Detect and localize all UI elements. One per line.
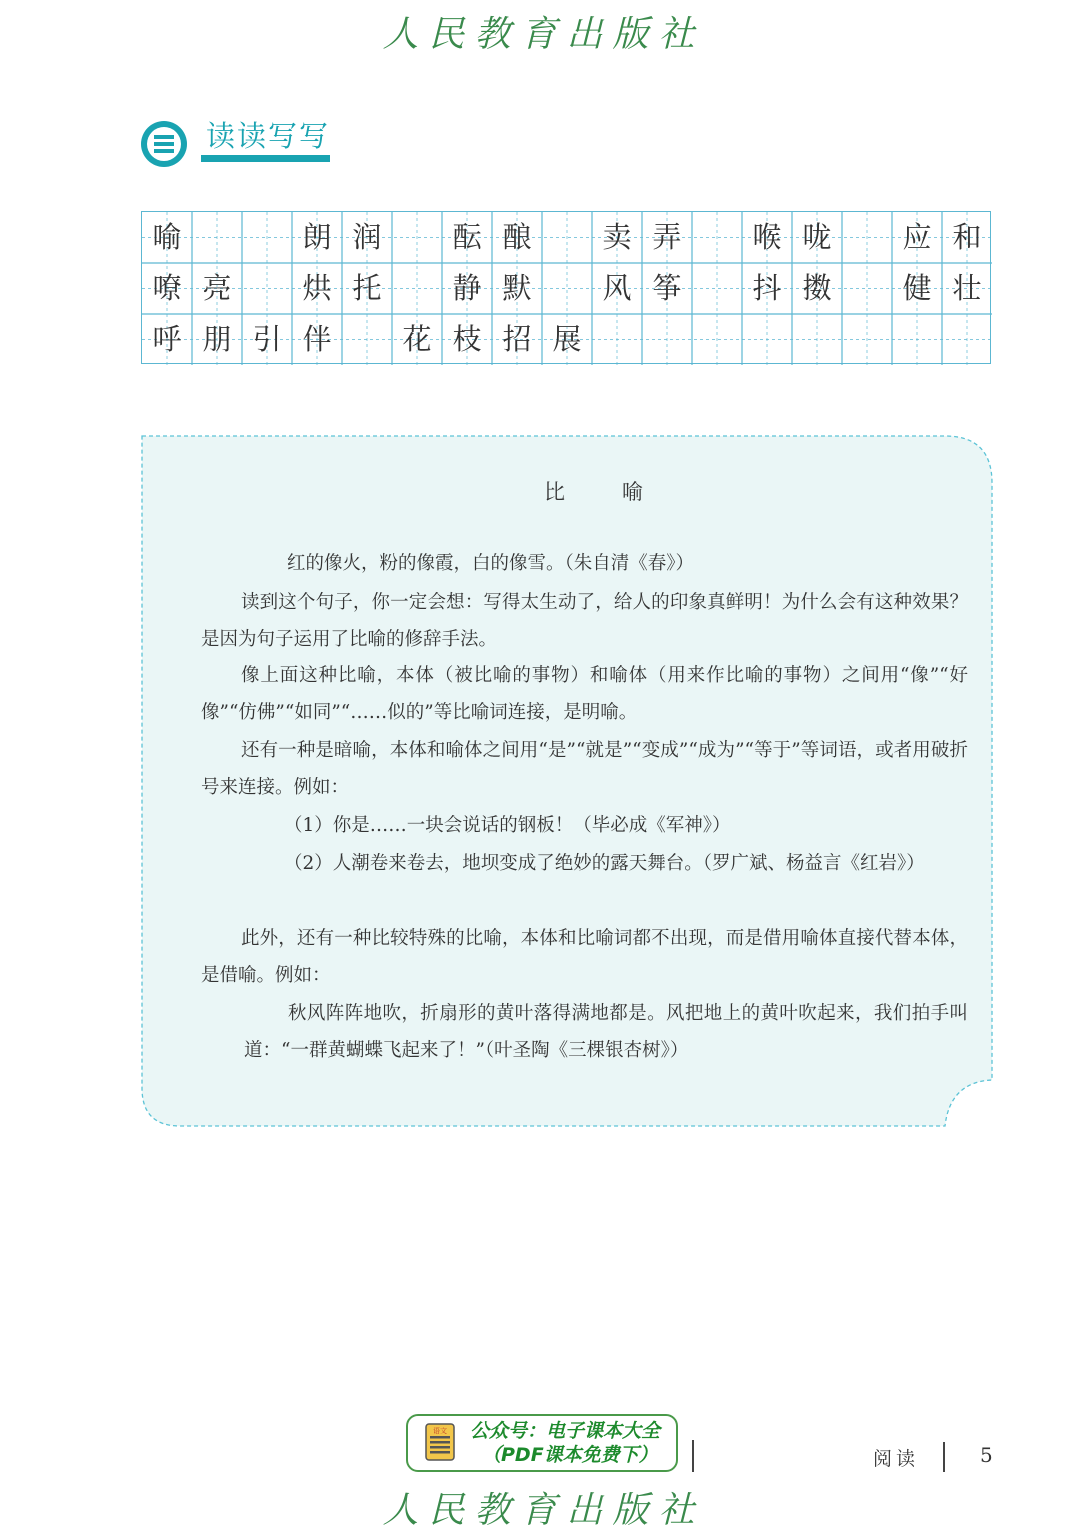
publisher-logo-top: 人民教育出版社 [382, 14, 705, 55]
explanation-paragraph: 读到这个句子，你一定会想：写得太生动了，给人的印象真鲜明！为什么会有这种效果？是因为句子运用了比喻的修辞手法。 [201, 592, 968, 650]
grid-character: 伴 [302, 322, 332, 356]
grid-character: 呼 [152, 322, 182, 356]
example-sentence: 红的像火，粉的像霞，白的像雪。（朱自清《春》） [287, 553, 695, 574]
grid-character: 朗 [302, 220, 332, 254]
wechat-account-badge [406, 1414, 678, 1472]
footer-section-label: 阅读 [873, 1448, 920, 1470]
grid-character: 应 [902, 220, 932, 254]
badge-divider [692, 1440, 694, 1472]
grid-character: 壮 [952, 271, 982, 305]
grid-character: 展 [552, 322, 582, 356]
grid-character: 咙 [802, 220, 832, 254]
badge-line-2: （PDF课本免费下） [482, 1444, 658, 1466]
grid-character: 酿 [502, 220, 532, 254]
grid-character: 引 [252, 322, 282, 356]
grid-character: 静 [452, 271, 482, 305]
publisher-logo-bottom: 人民教育出版社 [382, 1490, 705, 1531]
page-number: 5 [980, 1443, 993, 1467]
grid-character: 嘹 [152, 271, 182, 305]
badge-icon-label: 语文 [433, 1427, 447, 1435]
grid-character: 亮 [202, 271, 232, 305]
grid-character: 朋 [202, 322, 232, 356]
section-title: 读读写写 [206, 119, 331, 153]
grid-character: 卖 [602, 220, 632, 254]
grid-character: 擞 [802, 271, 832, 305]
grid-character: 风 [602, 271, 632, 305]
simile-paragraph: 像上面这种比喻，本体（被比喻的事物）和喻体（用来作比喻的事物）之间用“像”“好像”“仿佛”“如同”“……似的”等比喻词连接，是明喻。 [201, 665, 968, 723]
grid-character: 喉 [752, 220, 782, 254]
grid-character: 酝 [452, 220, 482, 254]
grid-character: 和 [952, 220, 982, 254]
grid-character: 默 [502, 271, 532, 305]
grid-character: 润 [352, 220, 382, 254]
grid-character: 抖 [752, 271, 782, 305]
grid-character: 喻 [152, 220, 182, 254]
metaphor-example-1: （1）你是……一块会说话的钢板！（毕必成《军神》） [284, 815, 731, 836]
footer-divider [943, 1442, 945, 1472]
grid-character: 花 [402, 322, 432, 356]
grid-character: 健 [902, 271, 932, 305]
grid-character: 招 [502, 322, 532, 356]
metonymy-paragraph: 此外，还有一种比较特殊的比喻，本体和比喻词都不出现，而是借用喻体直接代替本体，是借喻。例如： [201, 928, 968, 986]
badge-line-1: 公众号：电子课本大全 [470, 1420, 661, 1442]
grid-character: 弄 [652, 220, 682, 254]
chinese-textbook-icon [424, 1422, 458, 1464]
metaphor-paragraph: 还有一种是暗喻，本体和喻体之间用“是”“就是”“变成”“成为”“等于”等词语，或者用破折号来连接。例如： [201, 740, 968, 798]
metonymy-example: 秋风阵阵地吹，折扇形的黄叶落得满地都是。风把地上的黄叶吹起来，我们拍手叫道：“一群黄蝴蝶飞起来了！”（叶圣陶《三棵银杏树》） [244, 1003, 968, 1061]
grid-character: 烘 [302, 271, 332, 305]
grid-character: 筝 [652, 271, 682, 305]
knowledge-box-title: 比 喻 [544, 480, 661, 504]
metaphor-example-2: （2）人潮卷来卷去，地坝变成了绝妙的露天舞台。（罗广斌、杨益言《红岩》） [284, 853, 925, 874]
grid-character: 托 [352, 271, 382, 305]
grid-character: 枝 [452, 322, 482, 356]
